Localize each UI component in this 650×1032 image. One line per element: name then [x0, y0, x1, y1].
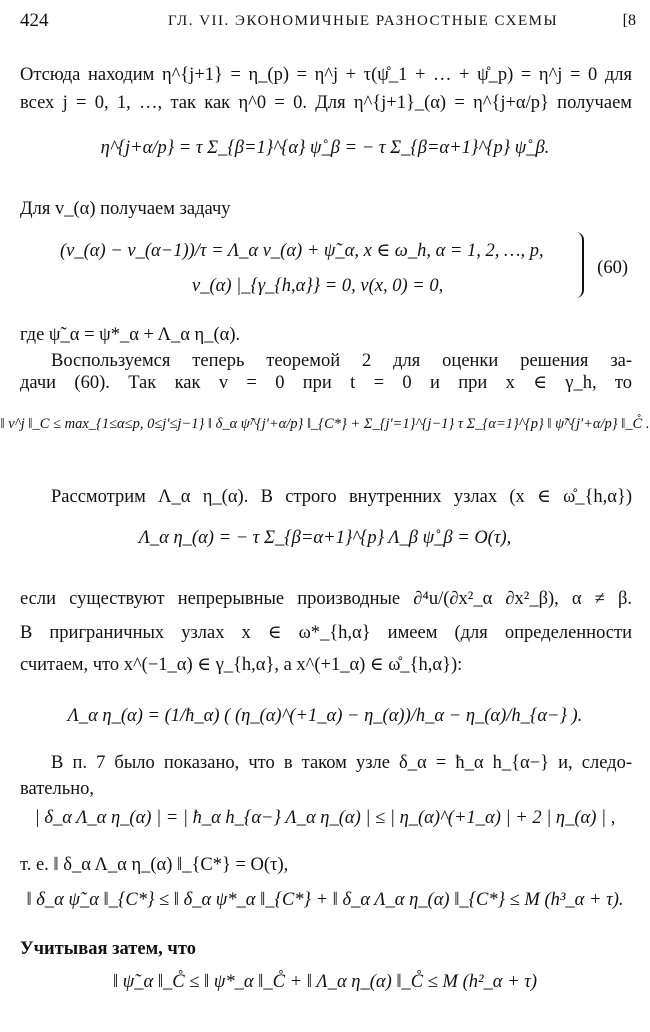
formula-psi-final: ‖ ψ̃_α ‖_C̊ ≤ ‖ ψ*_α ‖_C̊ + ‖ Λ_α η_(α) ‖_C̊ ≤ M (h²_α + τ)	[112, 972, 538, 992]
running-header	[20, 10, 640, 36]
text-line-8: если существуют непрерывные производные ∂⁴u/(∂x²_α ∂x²_β), α ≠ β.	[20, 589, 632, 609]
text-line-1: Отсюда находим η^{j+1} = η_(p) = η^j + τ(ψ̊_1 + … + ψ̊_p) = η^j = 0 для	[20, 65, 632, 85]
section-mark: [8	[622, 12, 636, 29]
running-title: ГЛ. VII. ЭКОНОМИЧНЫЕ РАЗНОСТНЫЕ СХЕМЫ	[168, 13, 559, 29]
formula-eta-sum: η^{j+α/p} = τ Σ_{β=1}^{α} ψ̊_β = − τ Σ_{β=α+1}^{p} ψ̊_β.	[100, 138, 550, 158]
equation-number-60: (60)	[597, 258, 628, 278]
text-line-13: т. е. ‖ δ_α Λ_α η_(α) ‖_{C*} = O(τ),	[20, 855, 289, 875]
formula-60-second: v_(α) |_{γ_{h,α}} = 0, v(x, 0) = 0,	[192, 276, 444, 296]
formula-boundary-lambda: Λ_α η_(α) = (1/ħ_α) ( (η_(α)^(+1_α) − η_(α))/h_α − η_(α)/h_{α−} ).	[67, 706, 583, 726]
formula-delta-psi-estimate: ‖ δ_α ψ̃_α ‖_{C*} ≤ ‖ δ_α ψ*_α ‖_{C*} + ‖ δ_α Λ_α η_(α) ‖_{C*} ≤ M (h³_α + τ).	[26, 890, 624, 910]
text-line-6: дачи (60). Так как v = 0 при t = 0 и при x ∈ γ_h, то	[20, 373, 632, 393]
text-line-11: В п. 7 было показано, что в таком узле δ_α = ħ_α h_{α−} и, следо-	[51, 753, 632, 773]
system-brace	[574, 232, 584, 298]
formula-abs-estimate: | δ_α Λ_α η_(α) | = | ħ_α h_{α−} Λ_α η_(α) | ≤ | η_(α)^(+1_α) | + 2 | η_(α) | ,	[34, 808, 616, 828]
text-line-2: всех j = 0, 1, …, так как η^0 = 0. Для η^{j+1}_(α) = η^{j+α/p} получаем	[20, 93, 632, 113]
text-line-5: Воспользуемся теперь теоремой 2 для оценки решения за-	[51, 351, 632, 371]
page-number: 424	[20, 10, 49, 31]
formula-60-first: (v_(α) − v_(α−1))/τ = Λ_α v_(α) + ψ̃_α, x ∈ ω_h, α = 1, 2, …, p,	[60, 241, 544, 261]
text-line-10: считаем, что x^(−1_α) ∈ γ_{h,α}, а x^(+1_α) ∈ ω̊_{h,α}):	[20, 655, 463, 675]
formula-lambda-eta: Λ_α η_(α) = − τ Σ_{β=α+1}^{p} Λ_β ψ̊_β = O(τ),	[138, 528, 512, 548]
formula-norm-estimate: ‖ v^j ‖_C ≤ max_{1≤α≤p, 0≤j'≤j−1} ‖ δ_α ψ̃^{j'+α/p} ‖_{C*} + Σ_{j'=1}^{j−1} τ Σ_{α=1}^{p} ‖ ψ̃^{j'+α/p} ‖_C̊ .	[0, 416, 650, 432]
text-line-4: где ψ̃_α = ψ*_α + Λ_α η_(α).	[20, 325, 241, 345]
text-line-3: Для v_(α) получаем задачу	[20, 199, 231, 219]
text-line-14: Учитывая затем, что	[20, 939, 196, 959]
text-line-9: В приграничных узлах x ∈ ω*_{h,α} имеем (для определенности	[20, 623, 632, 643]
text-line-7: Рассмотрим Λ_α η_(α). В строго внутренних узлах (x ∈ ω̊_{h,α})	[51, 487, 632, 507]
text-line-12: вательно,	[20, 779, 94, 799]
